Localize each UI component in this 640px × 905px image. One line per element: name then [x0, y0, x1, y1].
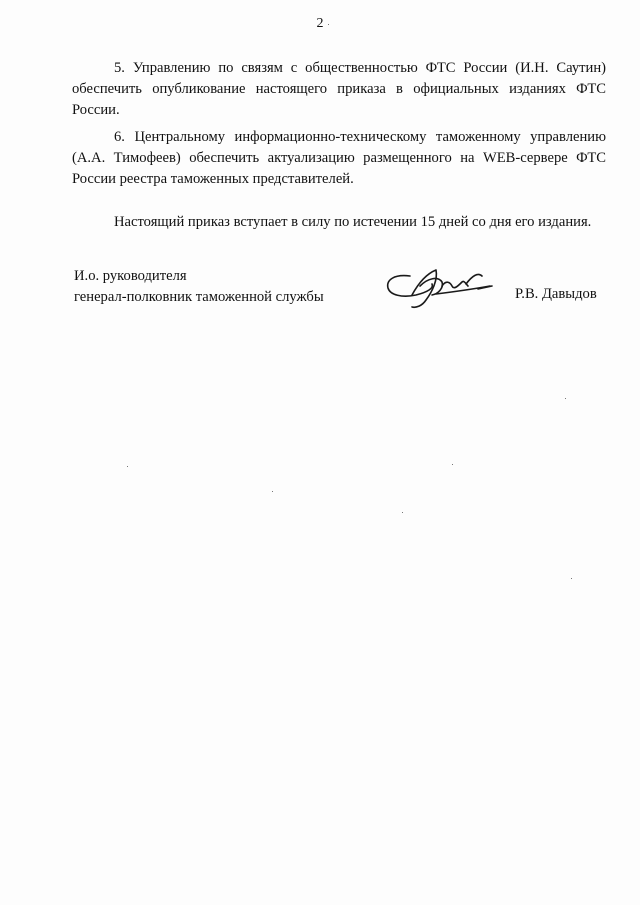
scan-speck: [402, 512, 403, 513]
signatory-name: Р.В. Давыдов: [515, 286, 597, 302]
paragraph-6: 6. Центральному информационно-техническому таможенному управлению (А.А. Тимофеев) обеспечить актуализацию размещенного на WEB-сервере ФТС России реестра таможенных представителей.: [72, 129, 606, 187]
scan-speck: [571, 578, 572, 579]
signatory-position: [74, 266, 324, 308]
order-body: [72, 58, 606, 233]
scan-speck: [565, 398, 566, 399]
scan-speck: [272, 491, 273, 492]
scan-speck: [127, 466, 128, 467]
signatory-position-line-2: генерал-полковник таможенной службы: [74, 289, 324, 305]
effective-date-paragraph: Настоящий приказ вступает в силу по истечении 15 дней со дня его издания.: [114, 214, 592, 230]
scan-speck: [452, 464, 453, 465]
signatory-position-line-1: И.о. руководителя: [74, 268, 187, 284]
paragraph-5: 5. Управлению по связям с общественностью ФТС России (И.Н. Саутин) обеспечить опубликование настоящего приказа в официальных изданиях ФТС России.: [72, 60, 606, 118]
scan-speck: [328, 24, 329, 25]
handwritten-signature: [382, 262, 500, 312]
page-number: 2: [316, 16, 324, 31]
